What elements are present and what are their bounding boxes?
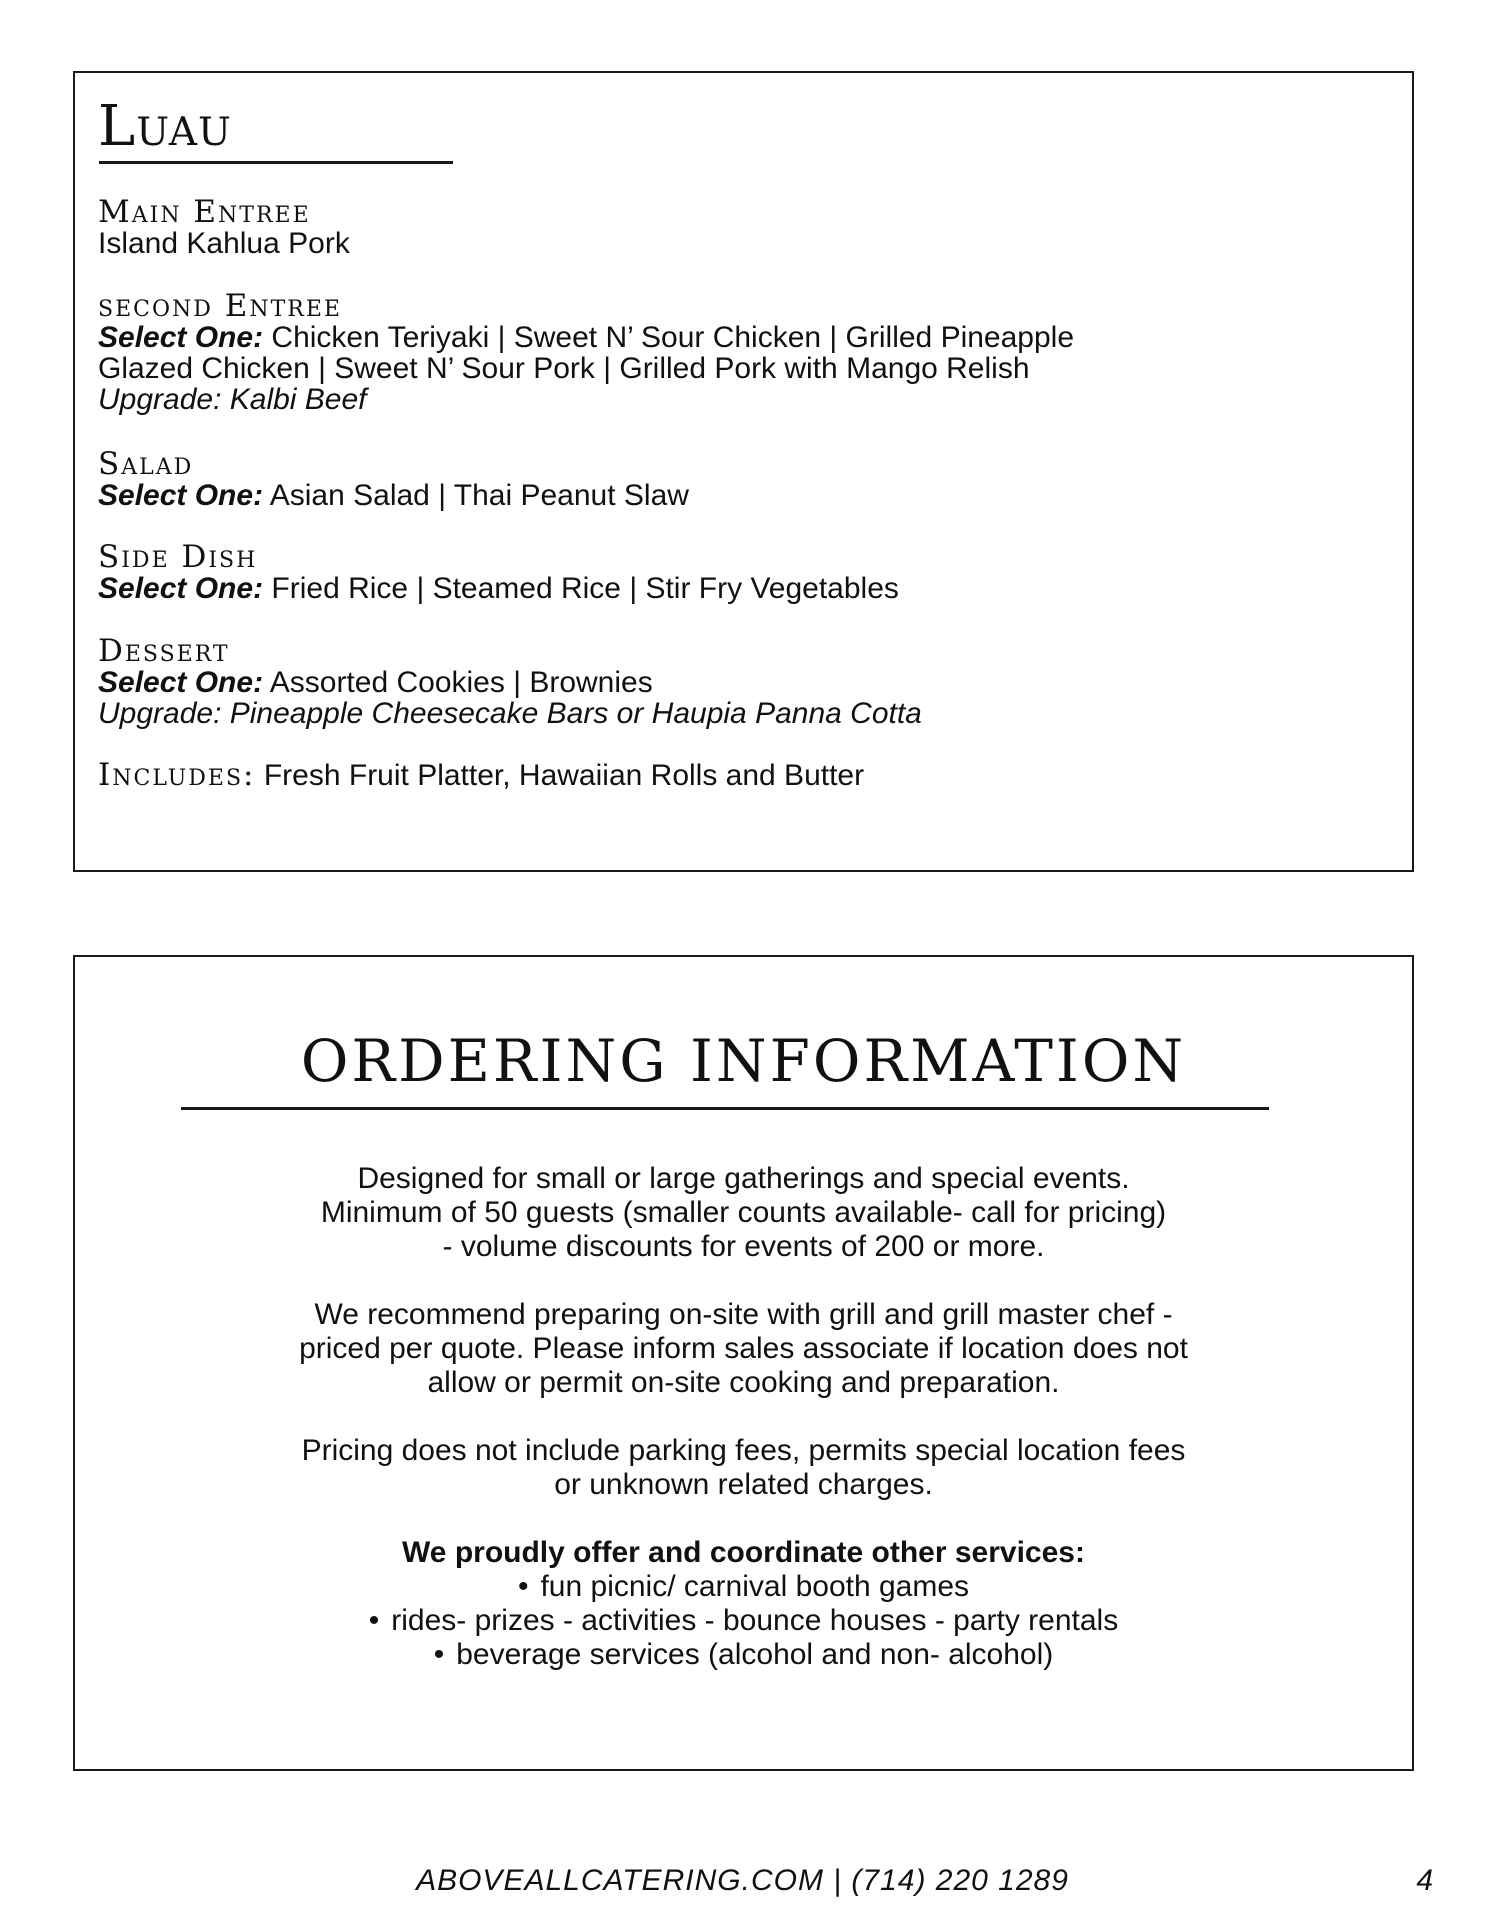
ordering-paragraph-1 bbox=[155, 1162, 1332, 1264]
ordering-body bbox=[155, 1162, 1332, 1672]
bullet-icon: • bbox=[517, 1570, 529, 1603]
main-entree-heading: Main Entree bbox=[98, 194, 311, 230]
select-one-label: Select One: bbox=[98, 666, 264, 699]
title-underline bbox=[99, 161, 453, 164]
ordering-title: ORDERING INFORMATION bbox=[300, 1027, 1187, 1095]
main-entree-text: Island Kahlua Pork bbox=[98, 227, 350, 260]
second-entree-upgrade: Upgrade: Kalbi Beef bbox=[98, 383, 367, 416]
select-one-label: Select One: bbox=[98, 321, 264, 354]
service-item-text: beverage services (alcohol and non- alcohol) bbox=[456, 1638, 1054, 1671]
select-one-label: Select One: bbox=[98, 479, 264, 512]
services-list bbox=[155, 1536, 1332, 1672]
paragraph-line: priced per quote. Please inform sales associate if location does not bbox=[299, 1332, 1188, 1365]
side-dish-section bbox=[98, 541, 1388, 604]
page-number: 4 bbox=[1416, 1864, 1433, 1897]
title-underline bbox=[181, 1107, 1269, 1110]
dessert-heading: Dessert bbox=[98, 633, 230, 669]
footer-contact: ABOVEALLCATERING.COM | (714) 220 1289 bbox=[416, 1864, 1069, 1897]
ordering-info-box bbox=[73, 955, 1414, 1771]
luau-menu-box bbox=[73, 71, 1414, 872]
side-dish-options bbox=[98, 573, 1388, 604]
ordering-paragraph-3 bbox=[155, 1434, 1332, 1502]
main-entree-section bbox=[98, 196, 1388, 259]
paragraph-line: - volume discounts for events of 200 or more. bbox=[442, 1230, 1045, 1263]
salad-heading: Salad bbox=[98, 446, 194, 482]
second-entree-options bbox=[98, 322, 1388, 353]
service-item bbox=[155, 1604, 1332, 1638]
service-item-text: rides- prizes - activities - bounce houses - party rentals bbox=[391, 1604, 1119, 1637]
ordering-paragraph-2 bbox=[155, 1298, 1332, 1400]
second-entree-heading: second Entree bbox=[98, 288, 342, 324]
includes-text: Fresh Fruit Platter, Hawaiian Rolls and Butter bbox=[263, 759, 865, 792]
service-item bbox=[155, 1570, 1332, 1604]
services-heading: We proudly offer and coordinate other services: bbox=[402, 1536, 1085, 1569]
bullet-icon: • bbox=[368, 1604, 380, 1637]
second-entree-section bbox=[98, 290, 1388, 415]
paragraph-line: Designed for small or large gatherings and special events. bbox=[357, 1162, 1130, 1195]
includes-label: Includes: bbox=[98, 757, 256, 793]
bullet-icon: • bbox=[433, 1638, 445, 1671]
paragraph-line: Minimum of 50 guests (smaller counts available- call for pricing) bbox=[320, 1196, 1167, 1229]
paragraph-line: We recommend preparing on-site with grill and grill master chef - bbox=[314, 1298, 1173, 1331]
dessert-section bbox=[98, 635, 1388, 729]
service-item bbox=[155, 1638, 1332, 1672]
dessert-options bbox=[98, 667, 1388, 698]
paragraph-line: allow or permit on-site cooking and preparation. bbox=[427, 1366, 1060, 1399]
salad-options bbox=[98, 480, 1388, 511]
luau-title: Luau bbox=[98, 94, 232, 159]
dessert-upgrade: Upgrade: Pineapple Cheesecake Bars or Haupia Panna Cotta bbox=[98, 697, 922, 730]
side-dish-options-text: Fried Rice | Steamed Rice | Stir Fry Vegetables bbox=[271, 572, 899, 605]
salad-section bbox=[98, 448, 1388, 511]
select-one-label: Select One: bbox=[98, 572, 264, 605]
includes-section bbox=[98, 759, 1388, 791]
second-entree-options-line2: Glazed Chicken | Sweet N’ Sour Pork | Grilled Pork with Mango Relish bbox=[98, 352, 1030, 385]
paragraph-line: or unknown related charges. bbox=[554, 1468, 933, 1501]
service-item-text: fun picnic/ carnival booth games bbox=[540, 1570, 970, 1603]
second-entree-options-line1: Chicken Teriyaki | Sweet N’ Sour Chicken | Grilled Pineapple bbox=[271, 321, 1075, 354]
salad-options-text: Asian Salad | Thai Peanut Slaw bbox=[269, 479, 689, 512]
side-dish-heading: Side Dish bbox=[98, 539, 258, 575]
dessert-options-text: Assorted Cookies | Brownies bbox=[269, 666, 653, 699]
paragraph-line: Pricing does not include parking fees, permits special location fees bbox=[301, 1434, 1186, 1467]
